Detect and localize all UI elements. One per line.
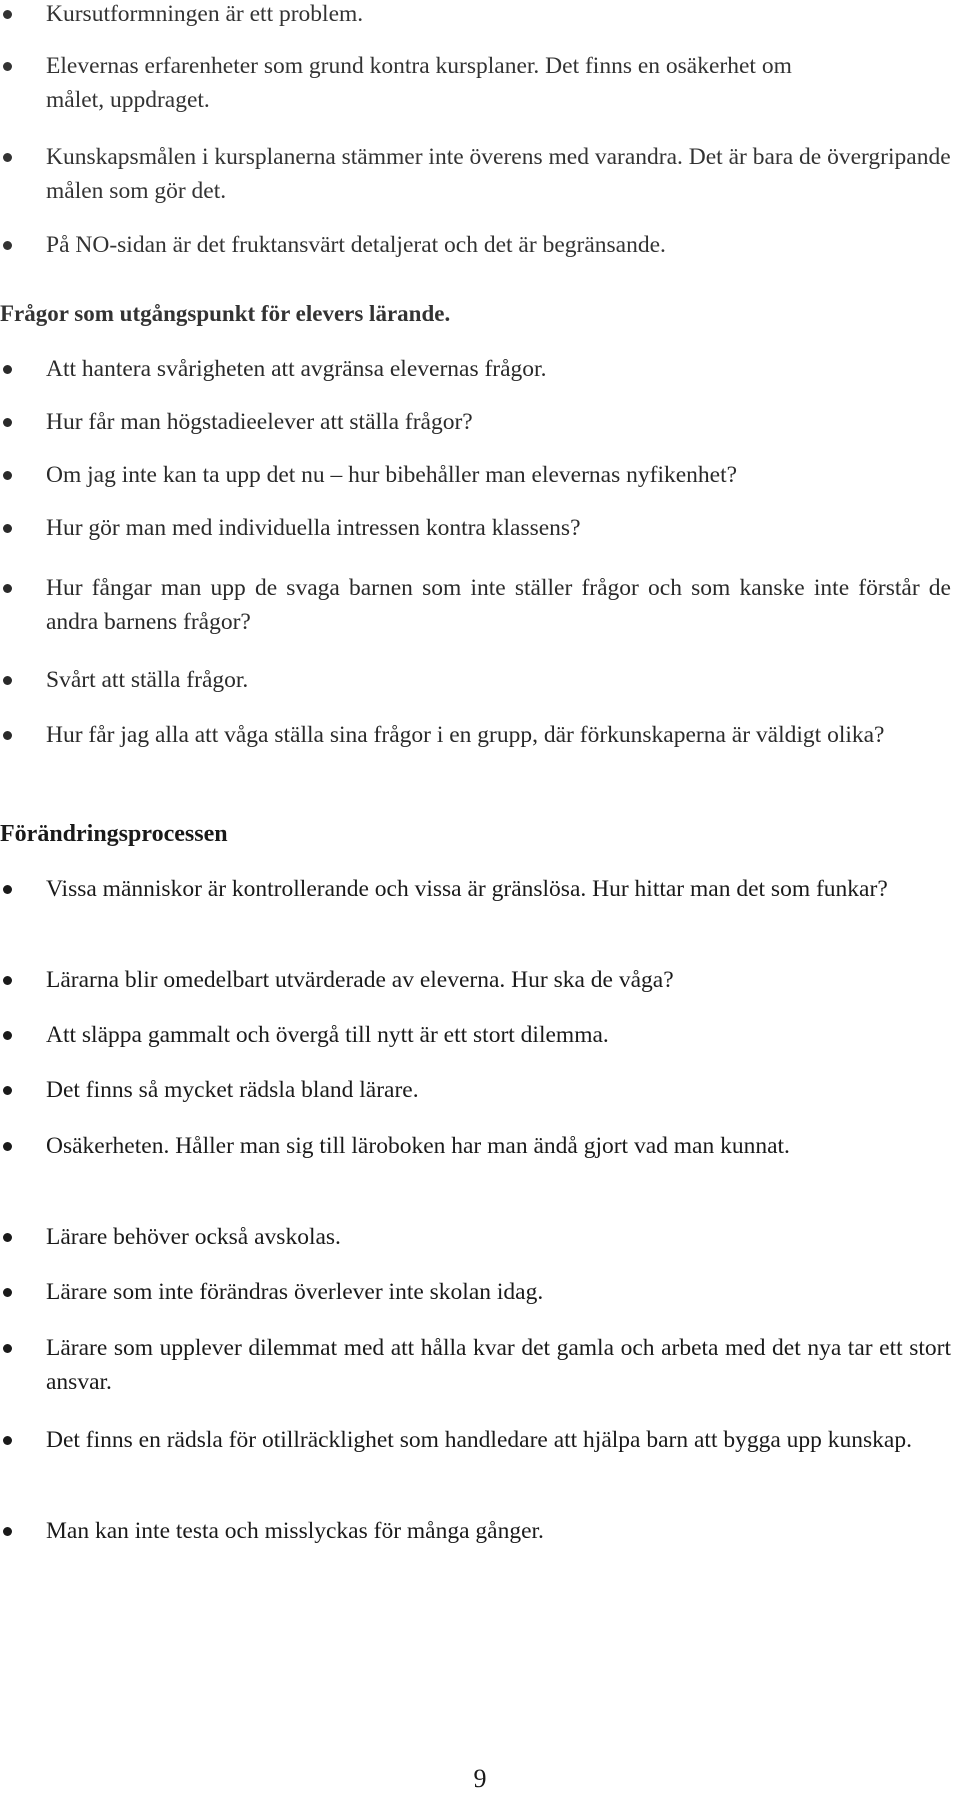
bullet-icon xyxy=(3,1142,12,1151)
section-heading: Förändringsprocessen xyxy=(0,821,228,847)
bullet-icon xyxy=(3,524,12,533)
list-item-text: Om jag inte kan ta upp det nu – hur bibehåller man elevernas nyfikenhet? xyxy=(46,462,738,488)
list-item-text: Vissa människor är kontrollerande och vissa är gränslösa. Hur hittar man det som funkar? xyxy=(46,876,888,902)
list-item-text: Svårt att ställa frågor. xyxy=(46,667,249,693)
list-item-text: Att hantera svårigheten att avgränsa elevernas frågor. xyxy=(46,356,547,382)
bullet-icon xyxy=(3,10,12,19)
list-item-text: Kunskapsmålen i kursplanerna stämmer inte överens med varandra. Det är bara de övergripande målen som gör det. xyxy=(46,144,951,204)
bullet-icon xyxy=(3,1086,12,1095)
bullet-icon xyxy=(3,241,12,250)
bullet-icon xyxy=(3,1436,12,1445)
list-item-text: Att släppa gammalt och övergå till nytt är ett stort dilemma. xyxy=(46,1022,609,1048)
list-item-text: Lärare som inte förändras överlever inte skolan idag. xyxy=(46,1279,544,1305)
bullet-icon xyxy=(3,153,12,162)
bullet-icon xyxy=(3,62,12,71)
bullet-icon xyxy=(3,1288,12,1297)
list-item-text: Elevernas erfarenheter som grund kontra kursplaner. Det finns en osäkerhet om målet, uppdraget. xyxy=(46,53,792,113)
section-heading: Frågor som utgångspunkt för elevers lärande. xyxy=(0,301,451,326)
list-item-text: Lärarna blir omedelbart utvärderade av eleverna. Hur ska de våga? xyxy=(46,967,674,993)
bullet-icon xyxy=(3,1233,12,1242)
bullet-icon xyxy=(3,1344,12,1353)
list-item-text: På NO-sidan är det fruktansvärt detaljerat och det är begränsande. xyxy=(46,232,666,258)
bullet-icon xyxy=(3,584,12,593)
bullet-icon xyxy=(3,976,12,985)
list-item-text: Hur fångar man upp de svaga barnen som inte ställer frågor och som kanske inte förstår de andra barnens frågor? xyxy=(46,575,951,635)
bullet-icon xyxy=(3,1031,12,1040)
list-item-text: Hur får jag alla att våga ställa sina frågor i en grupp, där förkunskaperna är väldigt olika? xyxy=(46,722,885,748)
list-item-text: Det finns en rädsla för otillräcklighet som handledare att hjälpa barn att bygga upp kunskap. xyxy=(46,1427,912,1453)
bullet-icon xyxy=(3,885,12,894)
bullet-icon xyxy=(3,365,12,374)
page-number: 9 xyxy=(473,1764,487,1793)
list-item-text: Hur får man högstadieelever att ställa frågor? xyxy=(46,409,473,435)
bullet-icon xyxy=(3,676,12,685)
bullet-icon xyxy=(3,1527,12,1536)
list-item-text: Osäkerheten. Håller man sig till läroboken har man ändå gjort vad man kunnat. xyxy=(46,1133,790,1159)
list-item-text: Hur gör man med individuella intressen kontra klassens? xyxy=(46,515,581,541)
bullet-icon xyxy=(3,418,12,427)
list-item-text: Lärare behöver också avskolas. xyxy=(46,1224,341,1250)
bullet-icon xyxy=(3,731,12,740)
list-item-text: Det finns så mycket rädsla bland lärare. xyxy=(46,1077,419,1103)
list-item-text: Kursutformningen är ett problem. xyxy=(46,1,364,27)
list-item-text: Lärare som upplever dilemmat med att hålla kvar det gamla och arbeta med det nya tar ett stort ansvar. xyxy=(46,1335,951,1395)
list-item-text: Man kan inte testa och misslyckas för många gånger. xyxy=(46,1518,544,1544)
bullet-icon xyxy=(3,471,12,480)
